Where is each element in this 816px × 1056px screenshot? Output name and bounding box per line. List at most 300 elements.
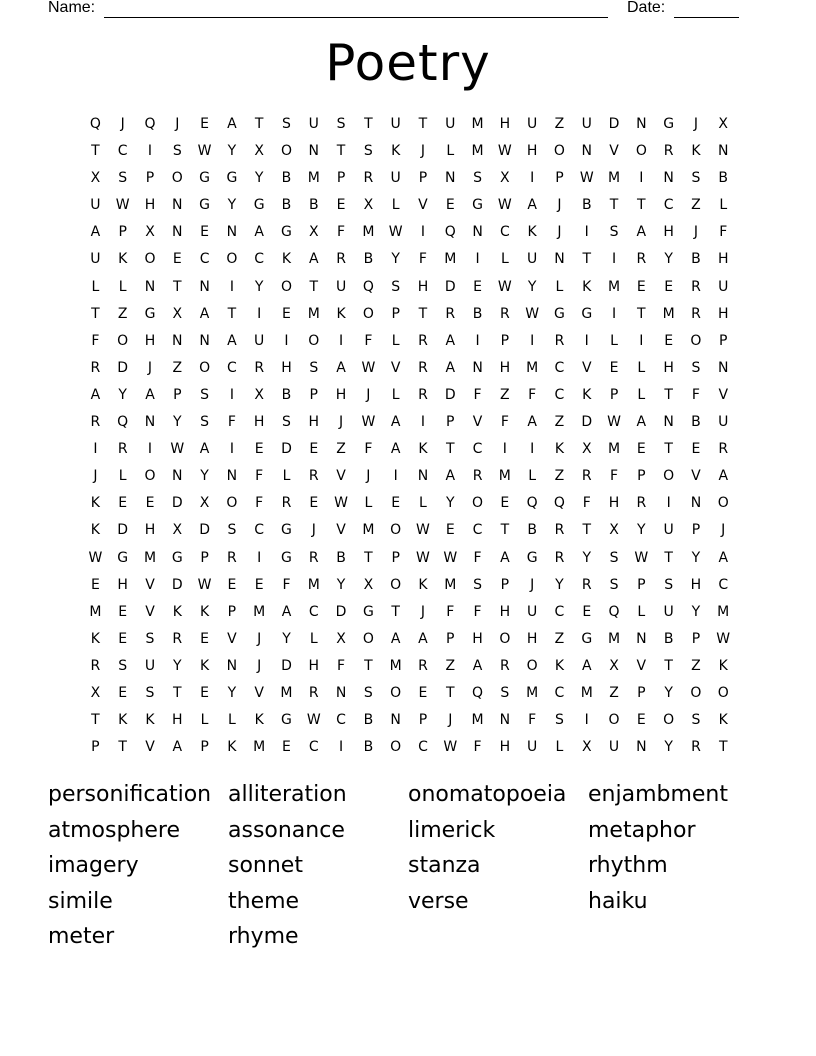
grid-letter: T <box>173 684 183 701</box>
grid-letter: E <box>90 576 101 593</box>
grid-letter: T <box>91 712 101 729</box>
grid-letter: C <box>308 739 320 756</box>
grid-letter: I <box>284 332 290 349</box>
grid-letter: U <box>527 251 538 268</box>
grid-letter: K <box>90 495 101 512</box>
grid-letter: M <box>471 143 485 160</box>
grid-letter: L <box>282 468 291 485</box>
grid-letter: O <box>390 522 402 539</box>
grid-letter: J <box>311 522 317 539</box>
grid-letter: P <box>200 739 210 756</box>
word-list-item: limerick <box>408 817 496 843</box>
grid-letter: K <box>118 712 128 729</box>
grid-letter: F <box>500 414 510 431</box>
grid-letter: T <box>91 305 101 322</box>
grid-letter: A <box>390 630 401 647</box>
grid-letter: A <box>718 468 729 485</box>
grid-letter: E <box>664 278 674 295</box>
grid-letter: K <box>227 739 237 756</box>
grid-letter: T <box>91 143 101 160</box>
grid-letter: G <box>253 197 266 214</box>
grid-letter: W <box>716 630 731 647</box>
grid-letter: G <box>281 224 293 241</box>
grid-letter: Y <box>282 630 292 647</box>
grid-letter: J <box>448 712 453 729</box>
grid-letter: Z <box>117 305 128 322</box>
grid-letter: G <box>554 305 566 322</box>
grid-letter: F <box>364 441 373 458</box>
grid-letter: G <box>581 305 593 322</box>
grid-letter: E <box>145 495 155 512</box>
grid-letter: O <box>499 630 511 647</box>
grid-letter: Y <box>173 657 183 674</box>
grid-letter: E <box>636 712 647 729</box>
grid-letter: V <box>691 468 702 485</box>
grid-letter: K <box>118 251 128 268</box>
grid-letter: A <box>336 359 347 376</box>
grid-letter: B <box>363 251 374 268</box>
grid-letter: I <box>475 332 481 349</box>
grid-letter: R <box>691 278 702 295</box>
grid-letter: I <box>611 251 617 268</box>
grid-letter: L <box>118 468 128 485</box>
grid-letter: L <box>309 630 319 647</box>
grid-letter: B <box>281 386 292 403</box>
grid-letter: N <box>717 143 729 160</box>
grid-letter: T <box>309 278 319 295</box>
grid-letter: N <box>690 495 702 512</box>
grid-letter: K <box>281 251 292 268</box>
grid-letter: N <box>554 251 566 268</box>
grid-letter: D <box>444 386 457 403</box>
grid-letter: N <box>472 359 484 376</box>
grid-letter: P <box>336 170 346 187</box>
grid-letter: S <box>282 116 292 132</box>
grid-letter: N <box>445 170 456 187</box>
grid-letter: S <box>363 684 374 701</box>
grid-letter: D <box>117 359 129 376</box>
grid-letter: U <box>608 739 620 756</box>
grid-letter: Z <box>336 441 347 458</box>
grid-letter: C <box>254 522 265 539</box>
grid-letter: A <box>390 441 401 458</box>
grid-letter: Y <box>227 684 237 701</box>
grid-letter: E <box>309 495 319 512</box>
grid-letter: E <box>636 441 647 458</box>
grid-letter: Y <box>254 278 264 295</box>
grid-letter: O <box>553 143 566 160</box>
grid-letter: V <box>718 386 729 403</box>
grid-letter: H <box>308 657 320 674</box>
grid-letter: S <box>200 386 210 403</box>
grid-letter: Y <box>664 739 674 756</box>
grid-letter: D <box>444 278 457 295</box>
grid-letter: N <box>335 684 347 701</box>
grid-letter: Q <box>89 116 102 132</box>
grid-letter: H <box>663 359 675 376</box>
word-list-item: rhythm <box>588 853 668 878</box>
grid-letter: R <box>90 414 101 431</box>
word-list-item: assonance <box>228 817 345 843</box>
grid-letter: R <box>117 441 129 458</box>
grid-letter: P <box>227 603 237 620</box>
grid-letter: D <box>608 116 620 132</box>
grid-letter: B <box>308 197 320 214</box>
grid-letter: L <box>419 495 428 512</box>
grid-letter: E <box>445 522 456 539</box>
grid-letter: W <box>443 549 458 566</box>
grid-letter: Q <box>472 684 484 701</box>
grid-letter: D <box>117 522 129 539</box>
grid-letter: O <box>280 143 293 160</box>
grid-letter: X <box>609 522 620 539</box>
grid-letter: U <box>308 116 320 132</box>
grid-letter: K <box>718 712 729 729</box>
grid-letter: U <box>390 170 402 187</box>
grid-letter: D <box>335 603 347 620</box>
grid-letter: F <box>282 576 291 593</box>
grid-letter: E <box>664 332 674 349</box>
grid-letter: O <box>226 251 238 268</box>
grid-letter: L <box>391 386 401 403</box>
grid-letter: V <box>636 657 647 674</box>
grid-letter: R <box>418 386 429 403</box>
grid-letter: E <box>418 684 428 701</box>
grid-letter: E <box>118 495 128 512</box>
grid-letter: P <box>637 684 647 701</box>
grid-letter: W <box>416 549 431 566</box>
grid-letter: W <box>497 143 513 160</box>
grid-letter: E <box>445 197 456 214</box>
grid-letter: V <box>145 576 156 593</box>
grid-letter: A <box>472 657 483 674</box>
grid-letter: E <box>391 495 401 512</box>
grid-letter: T <box>391 603 401 620</box>
grid-letter: Y <box>173 414 183 431</box>
grid-letter: U <box>144 657 156 674</box>
grid-letter: Y <box>691 603 701 620</box>
word-list-item: imagery <box>48 853 139 878</box>
grid-letter: M <box>280 684 294 701</box>
grid-letter: N <box>308 143 320 160</box>
grid-letter: X <box>254 386 265 403</box>
grid-letter: X <box>145 224 156 241</box>
grid-letter: H <box>281 359 293 376</box>
grid-letter: F <box>446 603 455 620</box>
grid-letter: U <box>663 522 675 539</box>
word-list-item: metaphor <box>588 817 696 843</box>
grid-letter: B <box>363 712 374 729</box>
grid-letter: A <box>636 224 647 241</box>
grid-letter: O <box>635 143 648 160</box>
grid-letter: P <box>91 739 101 756</box>
grid-letter: S <box>609 224 619 241</box>
grid-letter: N <box>417 468 429 485</box>
grid-letter: W <box>497 278 513 295</box>
grid-letter: V <box>227 630 238 647</box>
grid-letter: Y <box>227 143 237 160</box>
grid-letter: U <box>527 739 538 756</box>
grid-letter: X <box>500 170 511 187</box>
grid-letter: O <box>717 684 730 701</box>
grid-letter: S <box>118 170 128 187</box>
grid-letter: M <box>389 657 403 674</box>
grid-letter: S <box>555 712 565 729</box>
grid-letter: Q <box>444 224 457 241</box>
grid-letter: S <box>664 576 674 593</box>
grid-letter: S <box>609 576 619 593</box>
grid-letter: W <box>416 522 431 539</box>
grid-letter: U <box>445 116 456 132</box>
grid-letter: K <box>554 441 565 458</box>
grid-letter: N <box>390 712 402 729</box>
page-title: Poetry <box>325 34 491 92</box>
grid-letter: B <box>281 170 292 187</box>
grid-letter: X <box>90 170 101 187</box>
grid-letter: R <box>418 332 429 349</box>
grid-letter: B <box>527 522 538 539</box>
grid-letter: J <box>557 224 563 241</box>
grid-letter: T <box>664 386 674 403</box>
grid-letter: L <box>364 495 373 512</box>
grid-letter: P <box>500 576 510 593</box>
grid-letter: R <box>308 684 320 701</box>
grid-letter: V <box>336 468 347 485</box>
grid-letter: C <box>226 359 238 376</box>
grid-letter: C <box>718 576 729 593</box>
grid-letter: F <box>337 657 346 674</box>
grid-letter: Z <box>554 468 565 485</box>
grid-letter: N <box>172 224 184 241</box>
grid-letter: A <box>308 251 320 268</box>
grid-letter: C <box>199 251 210 268</box>
grid-letter: H <box>117 576 129 593</box>
grid-letter: P <box>719 332 728 349</box>
grid-letter: J <box>557 197 563 214</box>
grid-letter: Y <box>336 576 346 593</box>
grid-letter: Y <box>664 251 674 268</box>
grid-letter: T <box>254 116 264 132</box>
word-list-item: theme <box>228 888 300 914</box>
grid-letter: L <box>555 739 564 756</box>
grid-letter: A <box>199 441 210 458</box>
grid-letter: I <box>147 143 153 160</box>
grid-letter: S <box>691 359 701 376</box>
grid-letter: Y <box>391 251 401 268</box>
grid-letter: R <box>336 251 347 268</box>
grid-letter: H <box>253 414 265 431</box>
grid-letter: A <box>199 305 210 322</box>
grid-letter: C <box>554 359 565 376</box>
grid-letter: D <box>281 657 293 674</box>
grid-letter: G <box>526 549 539 566</box>
grid-letter: S <box>282 414 292 431</box>
grid-letter: N <box>663 414 675 431</box>
grid-letter: T <box>609 197 619 214</box>
grid-letter: O <box>390 576 402 593</box>
grid-letter: L <box>446 143 455 160</box>
word-list-item: verse <box>408 888 469 914</box>
grid-letter: K <box>391 143 401 160</box>
grid-letter: A <box>390 414 401 431</box>
grid-letter: H <box>499 603 511 620</box>
grid-letter: R <box>691 739 702 756</box>
grid-letter: I <box>93 441 98 458</box>
grid-letter: F <box>418 251 428 268</box>
grid-letter: L <box>719 197 728 214</box>
grid-letter: J <box>257 630 262 647</box>
grid-letter: J <box>721 522 726 539</box>
grid-letter: C <box>308 603 320 620</box>
grid-letter: R <box>581 468 593 485</box>
grid-letter: N <box>226 468 238 485</box>
grid-letter: G <box>281 712 293 729</box>
grid-letter: T <box>418 116 428 132</box>
grid-letter: L <box>555 278 564 295</box>
grid-letter: I <box>639 332 644 349</box>
grid-letter: H <box>499 739 511 756</box>
grid-letter: F <box>91 332 100 349</box>
grid-letter: G <box>281 549 293 566</box>
word-list-item: alliteration <box>228 782 347 807</box>
grid-letter: Q <box>117 414 129 431</box>
grid-letter: E <box>118 684 128 701</box>
grid-letter: G <box>281 522 293 539</box>
grid-letter: I <box>475 251 481 268</box>
grid-letter: O <box>526 657 539 674</box>
grid-letter: O <box>690 332 702 349</box>
grid-letter: H <box>144 197 156 214</box>
grid-letter: C <box>418 739 429 756</box>
grid-letter: M <box>471 712 485 729</box>
grid-letter: J <box>147 359 153 376</box>
name-line <box>104 17 608 18</box>
grid-letter: O <box>199 359 211 376</box>
grid-letter: T <box>582 522 592 539</box>
grid-letter: I <box>639 170 644 187</box>
grid-letter: M <box>717 603 730 620</box>
grid-letter: R <box>90 657 101 674</box>
grid-letter: H <box>499 359 511 376</box>
grid-letter: P <box>391 305 401 322</box>
name-label: Name: <box>48 0 96 16</box>
grid-letter: C <box>554 684 565 701</box>
grid-letter: K <box>199 657 210 674</box>
grid-letter: B <box>472 305 483 322</box>
grid-letter: H <box>144 522 156 539</box>
grid-letter: A <box>90 224 101 241</box>
grid-letter: X <box>172 305 183 322</box>
grid-letter: J <box>366 468 371 485</box>
grid-letter: A <box>445 468 456 485</box>
grid-letter: O <box>362 305 375 322</box>
grid-letter: W <box>388 224 404 241</box>
grid-letter: L <box>528 468 537 485</box>
grid-letter: M <box>253 603 266 620</box>
grid-letter: R <box>472 468 483 485</box>
grid-letter: W <box>443 739 458 756</box>
grid-letter: G <box>199 170 211 187</box>
grid-letter: N <box>226 224 238 241</box>
grid-letter: V <box>145 739 156 756</box>
grid-letter: B <box>691 251 702 268</box>
grid-letter: Y <box>200 468 210 485</box>
grid-letter: S <box>391 278 401 295</box>
grid-letter: M <box>471 116 485 132</box>
grid-letter: P <box>418 170 428 187</box>
grid-letter: U <box>527 603 538 620</box>
grid-letter: A <box>527 197 538 214</box>
grid-letter: K <box>718 657 729 674</box>
grid-letter: H <box>690 576 702 593</box>
grid-letter: X <box>90 684 101 701</box>
grid-letter: I <box>257 549 262 566</box>
grid-letter: B <box>663 630 674 647</box>
grid-letter: I <box>611 305 617 322</box>
grid-letter: R <box>691 305 702 322</box>
grid-letter: B <box>363 739 374 756</box>
grid-letter: P <box>446 414 455 431</box>
grid-letter: U <box>390 116 402 132</box>
grid-letter: R <box>281 495 292 512</box>
grid-letter: S <box>227 522 237 539</box>
grid-letter: H <box>717 251 729 268</box>
grid-letter: B <box>718 170 729 187</box>
grid-letter: R <box>636 495 647 512</box>
grid-letter: R <box>636 251 647 268</box>
grid-letter: O <box>608 712 621 729</box>
grid-letter: T <box>445 684 456 701</box>
grid-letter: C <box>336 712 347 729</box>
grid-letter: X <box>336 630 347 647</box>
grid-letter: E <box>691 441 701 458</box>
grid-letter: R <box>308 549 320 566</box>
grid-letter: O <box>390 684 402 701</box>
grid-letter: M <box>253 739 266 756</box>
grid-letter: Q <box>553 495 566 512</box>
grid-letter: W <box>634 549 649 566</box>
grid-letter: A <box>718 549 729 566</box>
grid-letter: V <box>336 522 347 539</box>
grid-letter: A <box>145 386 156 403</box>
grid-letter: N <box>172 332 184 349</box>
grid-letter: S <box>473 170 483 187</box>
grid-letter: E <box>609 359 619 376</box>
grid-letter: R <box>418 657 429 674</box>
grid-letter: R <box>499 305 511 322</box>
grid-letter: L <box>637 603 646 620</box>
grid-letter: R <box>90 359 101 376</box>
grid-letter: T <box>500 522 510 539</box>
grid-letter: A <box>581 657 593 674</box>
grid-letter: P <box>637 468 647 485</box>
grid-letter: H <box>417 278 429 295</box>
grid-letter: Q <box>526 495 539 512</box>
grid-letter: K <box>199 603 210 620</box>
grid-letter: F <box>255 468 264 485</box>
grid-letter: K <box>418 441 429 458</box>
grid-letter: O <box>226 495 238 512</box>
grid-letter: E <box>500 495 510 512</box>
grid-letter: M <box>662 305 676 322</box>
grid-letter: Z <box>554 414 565 431</box>
grid-letter: W <box>170 441 185 458</box>
grid-letter: S <box>609 549 619 566</box>
grid-letter: E <box>282 739 292 756</box>
grid-letter: O <box>663 468 675 485</box>
grid-letter: F <box>610 468 619 485</box>
grid-letter: R <box>554 549 565 566</box>
